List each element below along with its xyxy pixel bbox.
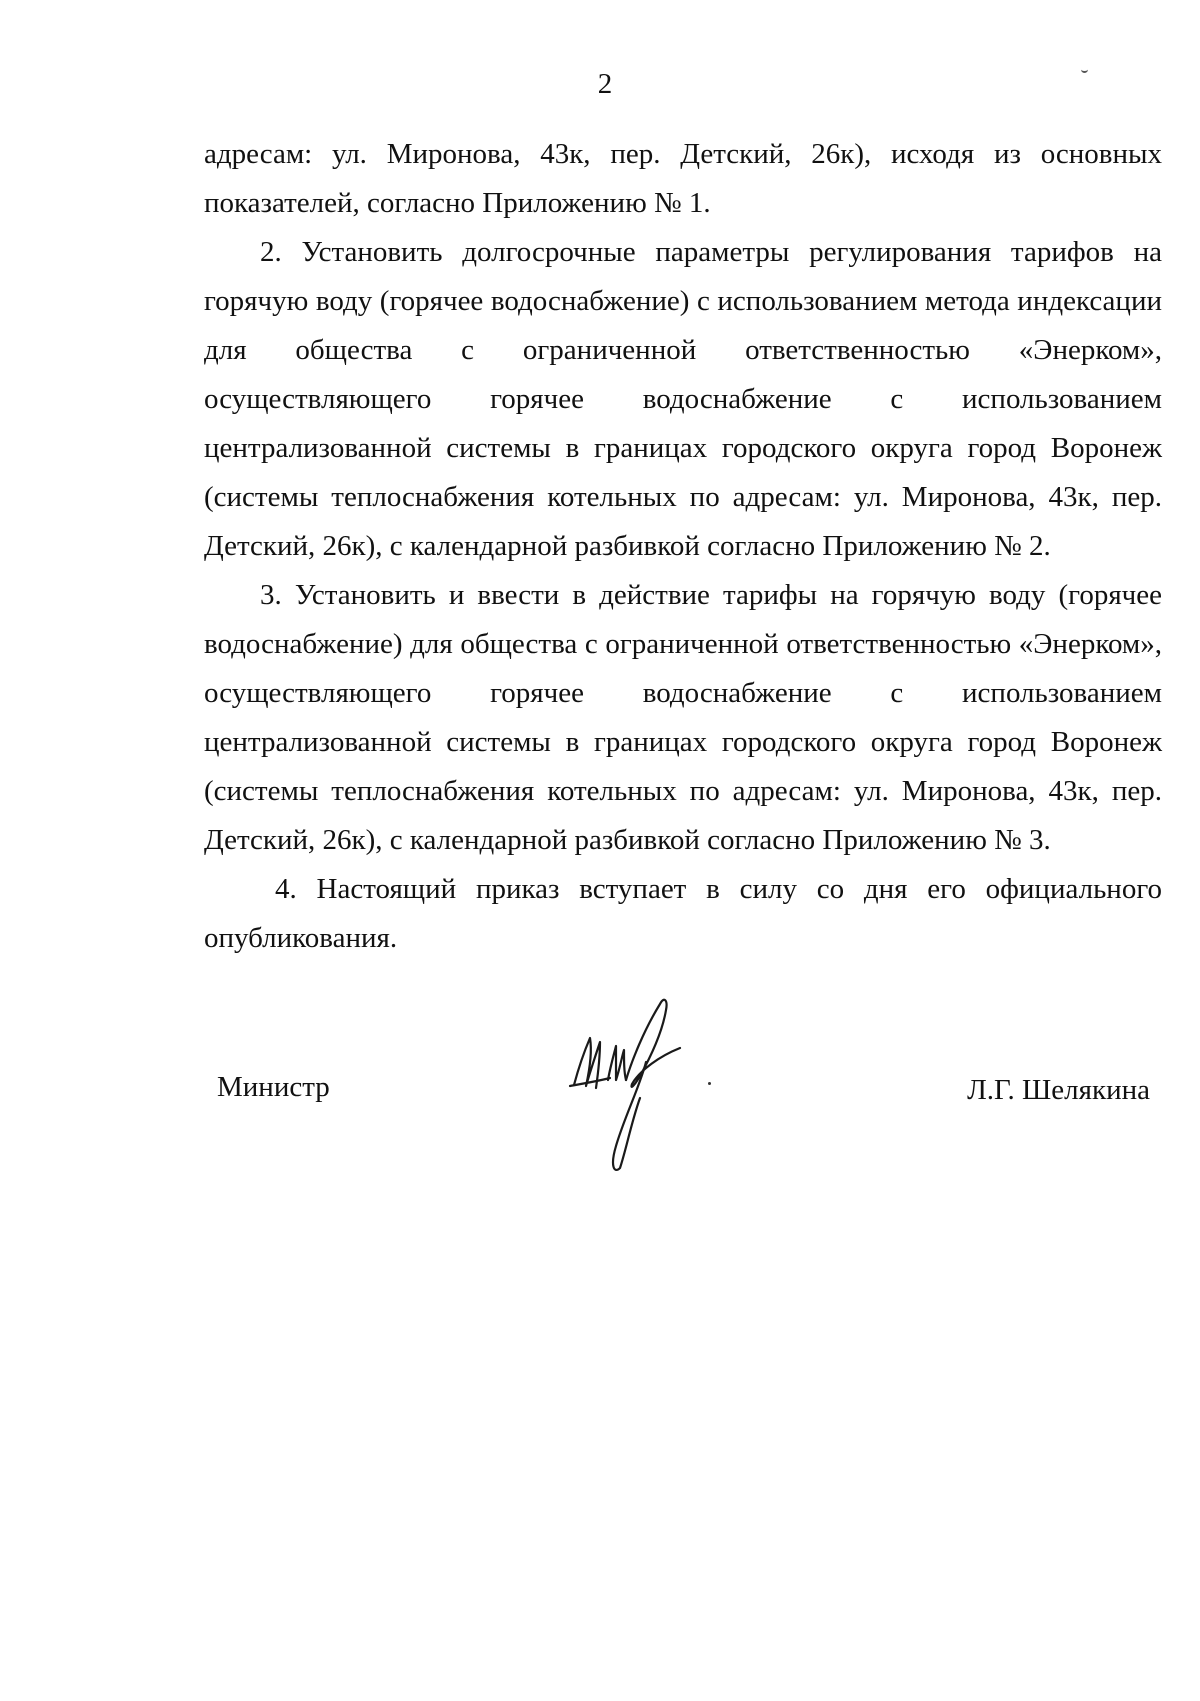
position-title: Министр xyxy=(217,1071,330,1103)
signer-name: Л.Г. Шелякина xyxy=(967,1074,1150,1106)
paragraph-item-2: 2. Установить долгосрочные параметры регулирования тарифов на горячую воду (горячее водоснабжение) с использованием метода индексации для общества с ограниченной ответственностью «Энерком», осуществляющего горячее водоснабжение с использованием централизованной системы в границах городского округа город Воронеж (системы теплоснабжения котельных по адресам: ул. Миронова, 43к, пер. Детский, 26к), с календарной разбивкой согласно Приложению № 2. xyxy=(204,236,1162,562)
paragraph-item-3: 3. Установить и ввести в действие тарифы на горячую воду (горячее водоснабжение) для общества с ограниченной ответственностью «Энерком», осуществляющего горячее водоснабжение с использованием централизованной системы в границах городского округа город Воронеж (системы теплоснабжения котельных по адресам: ул. Миронова, 43к, пер. Детский, 26к), с календарной разбивкой согласно Приложению № 3. xyxy=(204,579,1162,856)
handwritten-signature xyxy=(560,990,730,1180)
ink-dot xyxy=(708,1082,711,1085)
document-body xyxy=(204,130,1162,963)
paragraph-continuation: адресам: ул. Миронова, 43к, пер. Детский, 26к), исходя из основных показателей, согласно Приложению № 1. xyxy=(204,138,1162,219)
page-number: 2 xyxy=(597,68,613,100)
signature-block xyxy=(0,1000,1200,1200)
paragraph-item-4: 4. Настоящий приказ вступает в силу со дня его официального опубликования. xyxy=(204,873,1162,954)
